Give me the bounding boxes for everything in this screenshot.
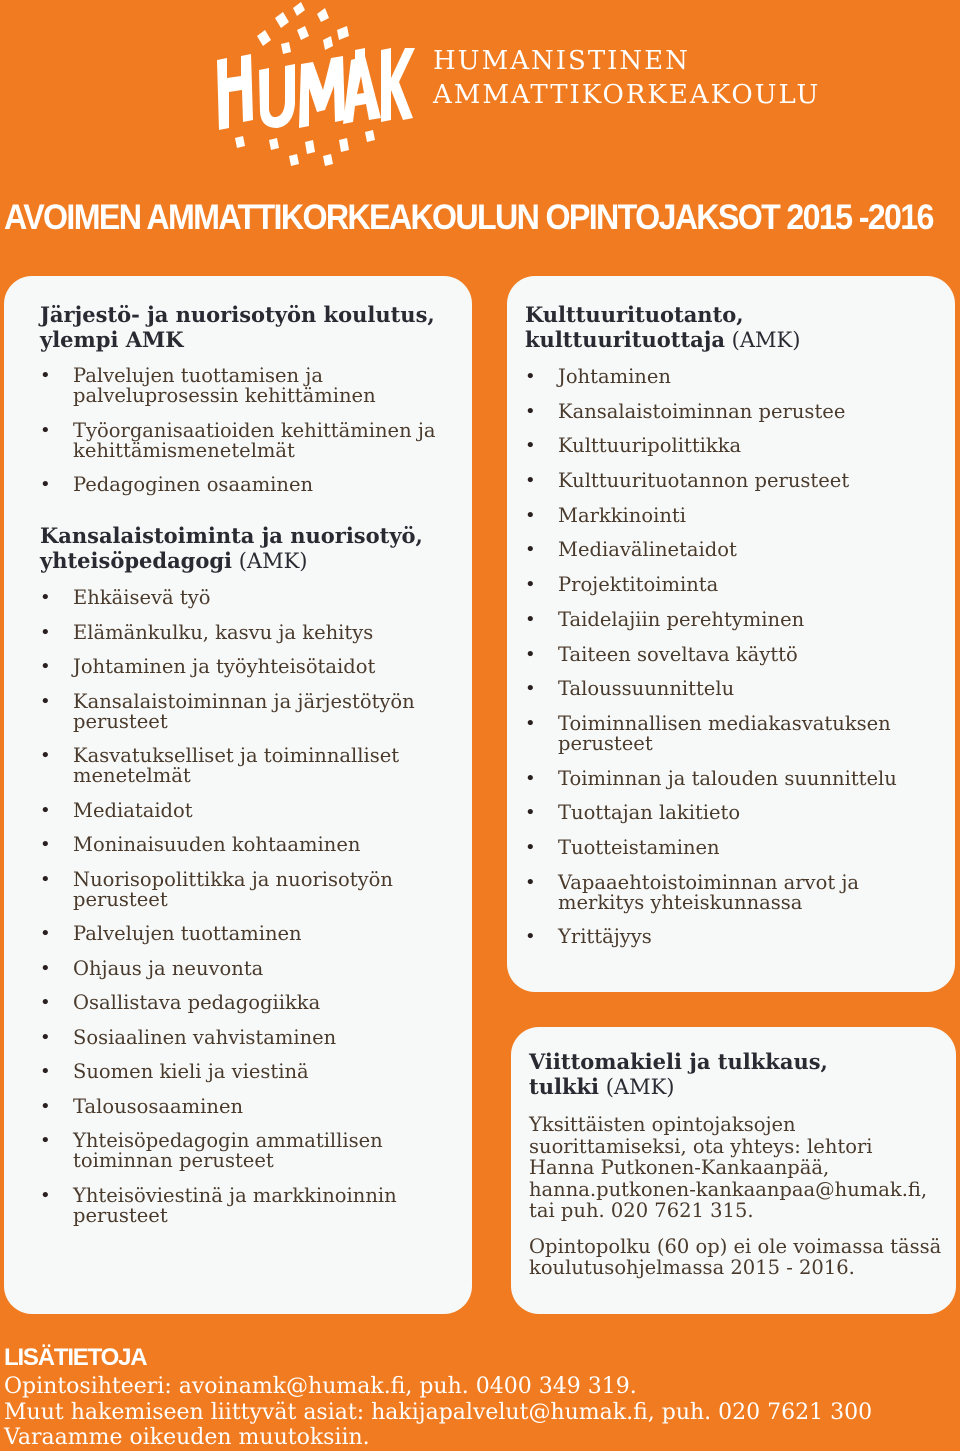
footer-line-varaamme: Varaamme oikeuden muutoksiin. bbox=[4, 1425, 370, 1450]
list-item: • Taiteen soveltava käyttö bbox=[525, 645, 939, 665]
course-list-jarjesto bbox=[40, 366, 452, 495]
list-item: • Suomen kieli ja viestinä bbox=[40, 1062, 452, 1082]
section-heading-kulttuuri: Kulttuurituotanto, kulttuurituottaja (AMK) bbox=[525, 302, 801, 352]
section-heading-viittomakieli: Viittomakieli ja tulkkaus, tulkki (AMK) bbox=[529, 1049, 828, 1099]
list-item: • Työorganisaatioiden kehittäminen ja kehittämismenetelmät bbox=[40, 421, 452, 461]
list-item: • Yrittäjyys bbox=[525, 927, 939, 947]
list-item: • Palvelujen tuottamisen ja palveluprosessin kehittäminen bbox=[40, 366, 452, 406]
list-item: • Toiminnan ja talouden suunnittelu bbox=[525, 769, 939, 789]
school-name-line2: AMMATTIKORKEAKOULU bbox=[433, 80, 821, 110]
list-item: • Taidelajiin perehtyminen bbox=[525, 610, 939, 630]
list-item: • Moninaisuuden kohtaaminen bbox=[40, 835, 452, 855]
list-item: • Mediavälinetaidot bbox=[525, 540, 939, 560]
list-item: • Palvelujen tuottaminen bbox=[40, 924, 452, 944]
program-card-viittomakieli bbox=[511, 1027, 956, 1314]
section-heading-kansalaistoiminta: Kansalaistoiminta ja nuorisotyö, yhteisöpedagogi (AMK) bbox=[40, 523, 423, 573]
list-item: • Taloussuunnittelu bbox=[525, 679, 939, 699]
page-title: AVOIMEN AMMATTIKORKEAKOULUN OPINTOJAKSOT 2015 -2016 bbox=[4, 198, 933, 237]
notice-paragraph: Opintopolku (60 op) ei ole voimassa tässä koulutusohjelmassa 2015 - 2016. bbox=[529, 1234, 942, 1279]
list-item: • Nuorisopolittikka ja nuorisotyön perusteet bbox=[40, 870, 452, 910]
list-item: • Ehkäisevä työ bbox=[40, 588, 452, 608]
list-item: • Toiminnallisen mediakasvatuksen perusteet bbox=[525, 714, 939, 754]
list-item: • Kansalaistoiminnan ja järjestötyön perusteet bbox=[40, 692, 452, 732]
list-item: • Elämänkulku, kasvu ja kehitys bbox=[40, 623, 452, 643]
list-item: • Talousosaaminen bbox=[40, 1097, 452, 1117]
footer-title: LISÄTIETOJA bbox=[4, 1344, 147, 1371]
list-item: • Osallistava pedagogiikka bbox=[40, 993, 452, 1013]
list-item: • Kansalaistoiminnan perustee bbox=[525, 402, 939, 422]
course-list-kulttuuri bbox=[525, 367, 939, 947]
list-item: • Ohjaus ja neuvonta bbox=[40, 959, 452, 979]
list-item: • Johtaminen bbox=[525, 367, 939, 387]
list-item: • Kulttuuripolittikka bbox=[525, 436, 939, 456]
humak-logo-icon bbox=[205, 0, 415, 170]
list-item: • Kulttuurituotannon perusteet bbox=[525, 471, 939, 491]
program-card-left bbox=[4, 276, 472, 1314]
list-item: • Vapaaehtoistoiminnan arvot ja merkitys yhteiskunnassa bbox=[525, 873, 939, 913]
course-list-kansalaistoiminta bbox=[40, 588, 452, 1226]
footer-line-hakeminen: Muut hakemiseen liittyvät asiat: hakijapalvelut@humak.fi, puh. 020 7621 300 bbox=[4, 1399, 873, 1425]
program-card-kulttuuri bbox=[507, 276, 955, 992]
contact-paragraph: Yksittäisten opintojaksojen suorittamiseksi, ota yhteys: lehtori Hanna Putkonen-Kankaanpää, hanna.putkonen-kankaanpaa@humak.fi, tai puh. 020 7621 315. bbox=[529, 1113, 928, 1222]
list-item: • Pedagoginen osaaminen bbox=[40, 475, 452, 495]
footer-line-opintosihteeri: Opintosihteeri: avoinamk@humak.fi, puh. 0400 349 319. bbox=[4, 1374, 637, 1399]
list-item: • Tuottajan lakitieto bbox=[525, 803, 939, 823]
list-item: • Mediataidot bbox=[40, 801, 452, 821]
school-name bbox=[433, 44, 820, 112]
section-heading-jarjesto: Järjestö- ja nuorisotyön koulutus, ylempi AMK bbox=[40, 302, 435, 352]
list-item: • Projektitoiminta bbox=[525, 575, 939, 595]
logo bbox=[205, 0, 825, 175]
school-name-line1: HUMANISTINEN bbox=[433, 46, 690, 76]
list-item: • Yhteisöpedagogin ammatillisen toiminnan perusteet bbox=[40, 1131, 452, 1171]
list-item: • Tuotteistaminen bbox=[525, 838, 939, 858]
list-item: • Markkinointi bbox=[525, 506, 939, 526]
list-item: • Sosiaalinen vahvistaminen bbox=[40, 1028, 452, 1048]
footer-info bbox=[4, 1344, 954, 1451]
list-item: • Yhteisöviestinä ja markkinoinnin perusteet bbox=[40, 1186, 452, 1226]
list-item: • Kasvatukselliset ja toiminnalliset menetelmät bbox=[40, 746, 452, 786]
list-item: • Johtaminen ja työyhteisötaidot bbox=[40, 657, 452, 677]
